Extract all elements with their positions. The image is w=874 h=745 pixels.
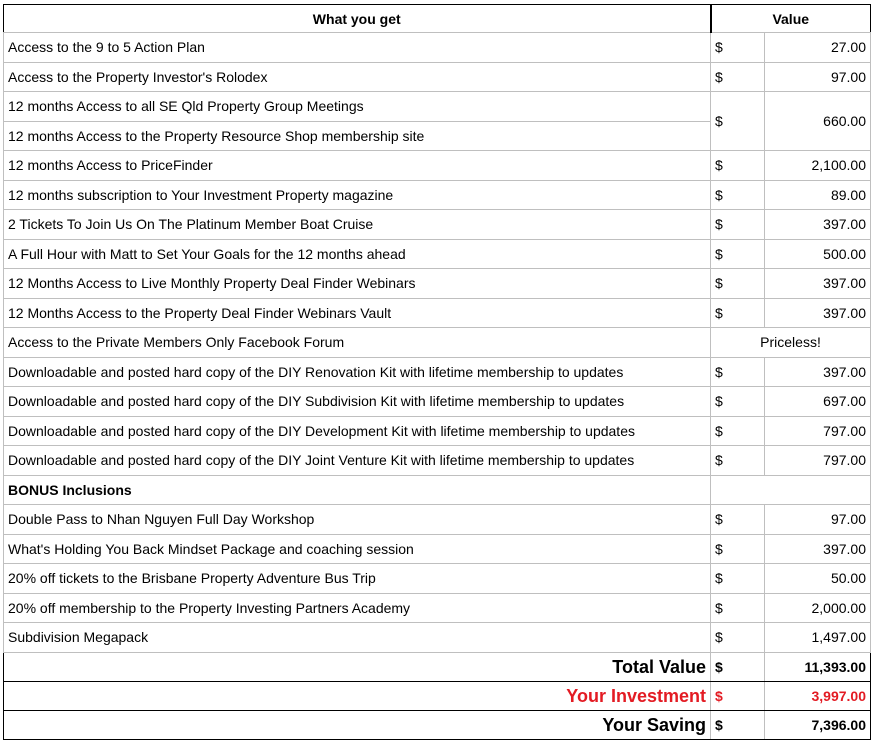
header-value: Value bbox=[711, 5, 871, 33]
value-cell: 2,100.00 bbox=[765, 151, 871, 181]
value-cell: 397.00 bbox=[765, 534, 871, 564]
value-cell: 97.00 bbox=[765, 505, 871, 535]
table-row bbox=[4, 446, 871, 476]
currency-cell: $ bbox=[711, 210, 765, 240]
table-row bbox=[4, 564, 871, 594]
currency-cell: $ bbox=[711, 357, 765, 387]
item-cell: 12 months Access to all SE Qld Property Group Meetings bbox=[4, 92, 711, 122]
table-row bbox=[4, 210, 871, 240]
currency-cell: $ bbox=[711, 505, 765, 535]
table-row bbox=[4, 239, 871, 269]
table-row bbox=[4, 33, 871, 63]
currency-cell: $ bbox=[711, 180, 765, 210]
currency-cell: $ bbox=[711, 564, 765, 594]
item-cell: 12 Months Access to the Property Deal Finder Webinars Vault bbox=[4, 298, 711, 328]
table-row bbox=[4, 62, 871, 92]
item-cell: 2 Tickets To Join Us On The Platinum Member Boat Cruise bbox=[4, 210, 711, 240]
value-cell: 397.00 bbox=[765, 210, 871, 240]
table-row bbox=[4, 357, 871, 387]
bonus-heading-row bbox=[4, 475, 871, 505]
your-saving-amount: 7,396.00 bbox=[765, 710, 871, 739]
item-cell: Downloadable and posted hard copy of the DIY Development Kit with lifetime membership to updates bbox=[4, 416, 711, 446]
total-value-amount: 11,393.00 bbox=[765, 652, 871, 681]
currency-cell: $ bbox=[711, 387, 765, 417]
currency-cell: $ bbox=[711, 623, 765, 653]
currency-cell: $ bbox=[711, 33, 765, 63]
your-investment-amount: 3,997.00 bbox=[765, 681, 871, 710]
value-table bbox=[3, 4, 871, 740]
table-row bbox=[4, 416, 871, 446]
currency-cell: $ bbox=[711, 534, 765, 564]
your-saving-label: Your Saving bbox=[4, 710, 711, 739]
currency-cell: $ bbox=[711, 652, 765, 681]
item-cell: 12 months Access to the Property Resource Shop membership site bbox=[4, 121, 711, 151]
currency-cell: $ bbox=[711, 593, 765, 623]
table-row bbox=[4, 92, 871, 122]
table-row bbox=[4, 328, 871, 358]
item-cell: A Full Hour with Matt to Set Your Goals for the 12 months ahead bbox=[4, 239, 711, 269]
value-cell: 1,497.00 bbox=[765, 623, 871, 653]
your-investment-row bbox=[4, 681, 871, 710]
value-cell: 500.00 bbox=[765, 239, 871, 269]
value-cell: 697.00 bbox=[765, 387, 871, 417]
item-cell: 20% off membership to the Property Investing Partners Academy bbox=[4, 593, 711, 623]
value-cell: 89.00 bbox=[765, 180, 871, 210]
value-cell: 797.00 bbox=[765, 416, 871, 446]
item-cell: Double Pass to Nhan Nguyen Full Day Workshop bbox=[4, 505, 711, 535]
table-row bbox=[4, 623, 871, 653]
total-value-label: Total Value bbox=[4, 652, 711, 681]
item-cell: 12 months Access to PriceFinder bbox=[4, 151, 711, 181]
value-cell: Priceless! bbox=[711, 328, 871, 358]
item-cell: What's Holding You Back Mindset Package and coaching session bbox=[4, 534, 711, 564]
value-cell: 97.00 bbox=[765, 62, 871, 92]
item-cell: Access to the 9 to 5 Action Plan bbox=[4, 33, 711, 63]
empty-cell bbox=[711, 475, 871, 505]
item-cell: Downloadable and posted hard copy of the DIY Renovation Kit with lifetime membership to updates bbox=[4, 357, 711, 387]
table-row bbox=[4, 180, 871, 210]
table-row bbox=[4, 505, 871, 535]
currency-cell: $ bbox=[711, 92, 765, 151]
table-row bbox=[4, 593, 871, 623]
table-row bbox=[4, 534, 871, 564]
item-cell: 12 Months Access to Live Monthly Property Deal Finder Webinars bbox=[4, 269, 711, 299]
your-saving-row bbox=[4, 710, 871, 739]
your-investment-label: Your Investment bbox=[4, 681, 711, 710]
value-cell: 397.00 bbox=[765, 269, 871, 299]
currency-cell: $ bbox=[711, 681, 765, 710]
header-row bbox=[4, 5, 871, 33]
bonus-heading: BONUS Inclusions bbox=[4, 475, 711, 505]
currency-cell: $ bbox=[711, 151, 765, 181]
item-cell: Downloadable and posted hard copy of the DIY Joint Venture Kit with lifetime membership to updates bbox=[4, 446, 711, 476]
value-cell: 797.00 bbox=[765, 446, 871, 476]
currency-cell: $ bbox=[711, 239, 765, 269]
item-cell: 12 months subscription to Your Investment Property magazine bbox=[4, 180, 711, 210]
total-value-row bbox=[4, 652, 871, 681]
value-cell: 397.00 bbox=[765, 298, 871, 328]
item-cell: Downloadable and posted hard copy of the DIY Subdivision Kit with lifetime membership to updates bbox=[4, 387, 711, 417]
item-cell: 20% off tickets to the Brisbane Property Adventure Bus Trip bbox=[4, 564, 711, 594]
currency-cell: $ bbox=[711, 446, 765, 476]
currency-cell: $ bbox=[711, 62, 765, 92]
table-row bbox=[4, 269, 871, 299]
currency-cell: $ bbox=[711, 269, 765, 299]
value-cell: 397.00 bbox=[765, 357, 871, 387]
header-item: What you get bbox=[4, 5, 711, 33]
table-row bbox=[4, 298, 871, 328]
table-row bbox=[4, 387, 871, 417]
value-cell: 50.00 bbox=[765, 564, 871, 594]
item-cell: Access to the Property Investor's Rolodex bbox=[4, 62, 711, 92]
table-row bbox=[4, 151, 871, 181]
item-cell: Access to the Private Members Only Facebook Forum bbox=[4, 328, 711, 358]
currency-cell: $ bbox=[711, 298, 765, 328]
currency-cell: $ bbox=[711, 416, 765, 446]
value-cell: 27.00 bbox=[765, 33, 871, 63]
item-cell: Subdivision Megapack bbox=[4, 623, 711, 653]
currency-cell: $ bbox=[711, 710, 765, 739]
value-cell: 2,000.00 bbox=[765, 593, 871, 623]
value-cell: 660.00 bbox=[765, 92, 871, 151]
